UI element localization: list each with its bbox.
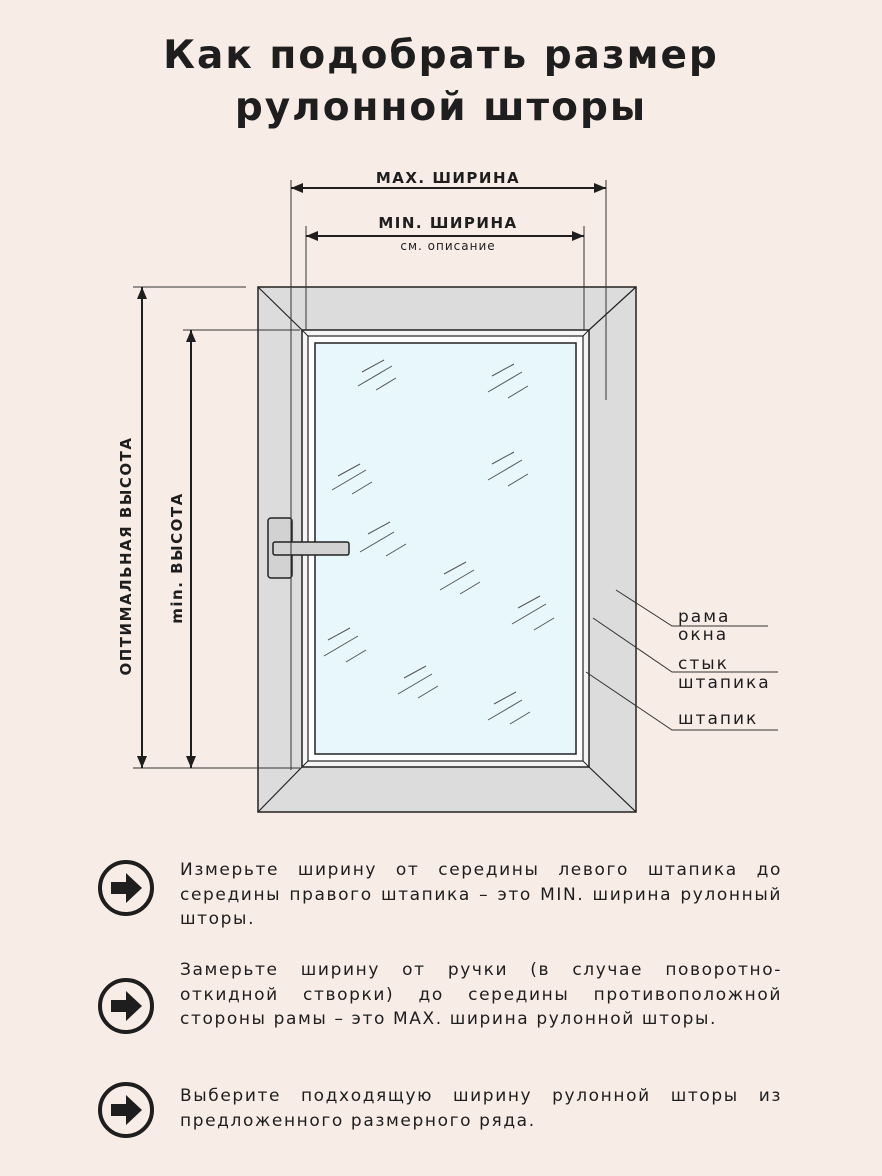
frame-callout [616,590,768,645]
frame-label-line-1: рама [678,607,731,627]
min-height-label: min. ВЫСОТА [168,492,186,624]
title-line-2: рулонной шторы [234,85,648,130]
joint-label-line-1: стык [678,654,729,674]
min-width-note: см. описание [400,239,496,253]
bead-label: штапик [678,709,759,729]
title-line-1: Как подобрать размер [163,33,719,78]
arrow-right-circle-icon [96,976,156,1036]
frame-label-line-2: окна [678,625,729,645]
joint-label-line-2: штапика [678,673,771,693]
step-text: Замерьте ширину от ручки (в случае поворотно-откидной створки) до середины противоположной стороны рамы – это MAX. ширина рулонной шторы. [180,960,782,1029]
window-glass [315,343,576,754]
arrow-right-circle-icon [96,1080,156,1140]
optimal-height-label: ОПТИМАЛЬНАЯ ВЫСОТА [117,436,135,676]
step-text: Выберите подходящую ширину рулонной шторы из предложенного размерного ряда. [180,1086,782,1131]
arrow-right-circle-icon [96,858,156,918]
step-text: Измерьте ширину от середины левого штапика до середины правого штапика – это MIN. ширина рулонный шторы. [180,860,782,929]
max-width-label: MAX. ШИРИНА [375,169,521,187]
min-width-label: MIN. ШИРИНА [378,214,518,232]
